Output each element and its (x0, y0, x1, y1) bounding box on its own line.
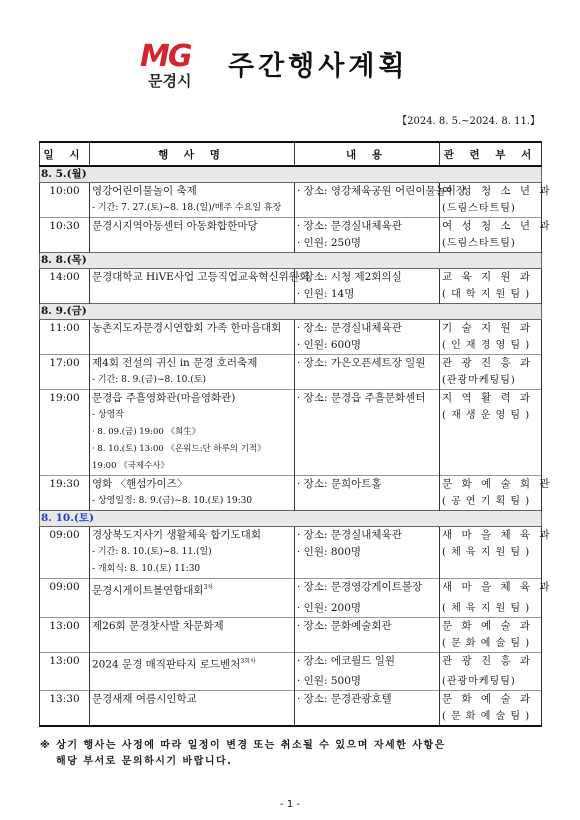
dept-name: 교 육 지 원 과 (440, 269, 542, 287)
event-content (295, 407, 440, 424)
event-time (40, 635, 90, 653)
event-detail (90, 286, 295, 304)
date-label: 8. 9.(금) (40, 304, 542, 320)
period-range: 【2024. 8. 5.~2024. 8. 11.】 (397, 116, 540, 127)
event-round: 3회차 (240, 657, 256, 665)
event-content (295, 458, 440, 476)
dept-team: ( 재 생 운 영 팀 ) (440, 407, 542, 424)
event-row (40, 200, 542, 218)
event-content (295, 200, 440, 218)
event-content: · 장소: 에코월드 일원 (295, 652, 440, 673)
event-content (295, 441, 440, 458)
header-content: 내 용 (295, 142, 440, 166)
event-time (40, 458, 90, 476)
event-time (40, 544, 90, 561)
event-content: · 장소: 문경읍 주흘문화센터 (295, 390, 440, 408)
event-name: 영강어린이물놀이 축제 (90, 183, 295, 201)
event-time: 09:00 (40, 527, 90, 545)
dept-team (440, 441, 542, 458)
event-time (40, 337, 90, 355)
event-time: 14:00 (40, 269, 90, 287)
event-name: 농촌지도자문경시연합회 가족 한마음대회 (90, 320, 295, 338)
event-content: · 인원: 200명 (295, 600, 440, 618)
dept-name: 여 성 청 소 년 과 (440, 183, 542, 201)
event-detail (90, 235, 295, 253)
event-row (40, 476, 542, 494)
date-row (40, 166, 542, 183)
date-row (40, 304, 542, 320)
date-row (40, 253, 542, 269)
dept-team: ( 문 화 예 술 팀 ) (440, 635, 542, 653)
event-row (40, 561, 542, 579)
event-content: · 장소: 시청 제2회의실 (295, 269, 440, 287)
event-row (40, 390, 542, 408)
event-time: 19:00 (40, 390, 90, 408)
event-detail: - 기간: 8. 10.(토)~8. 11.(일) (90, 544, 295, 561)
event-detail (90, 635, 295, 653)
page-title: 주간행사계획 (228, 51, 409, 82)
event-row (40, 527, 542, 545)
event-row (40, 708, 542, 726)
header-event: 행 사 명 (90, 142, 295, 166)
logo-mark: MG (140, 39, 191, 74)
event-content: · 인원: 500명 (295, 673, 440, 691)
event-time: 11:00 (40, 320, 90, 338)
event-row (40, 691, 542, 709)
event-name: 2024 문경 매직판타지 로드벤처$^{3회차}$ (90, 652, 295, 673)
event-detail: - 개회식: 8. 10.(토) 11:30 (90, 561, 295, 579)
event-time (40, 200, 90, 218)
schedule-body (40, 166, 553, 726)
event-content (295, 372, 440, 390)
dept-team (440, 458, 542, 476)
event-row (40, 372, 542, 390)
event-row (40, 673, 542, 691)
event-content: · 인원: 600명 (295, 337, 440, 355)
dept-name: 기 술 지 원 과 (440, 320, 542, 338)
event-name: 경상북도지사기 생활체육 합기도대회 (90, 527, 295, 545)
logo-city-name: 문경시 (148, 72, 192, 90)
footnote-line-1: ※ 상기 행사는 사정에 따라 일정이 변경 또는 취소될 수 있으며 자세한 사항은 (40, 740, 446, 751)
dept-name: 관 광 진 흥 과 (440, 355, 542, 373)
date-label: 8. 8.(목) (40, 253, 542, 269)
dept-name: 새 마 을 체 육 과 (440, 579, 542, 600)
event-time (40, 708, 90, 726)
event-row (40, 441, 542, 458)
event-time: 13:30 (40, 691, 90, 709)
event-time: 17:00 (40, 355, 90, 373)
event-time (40, 235, 90, 253)
event-time: 13:00 (40, 652, 90, 673)
event-detail: - 상영작 (90, 407, 295, 424)
event-content: · 장소: 영강체육공원 어린이물놀이장 (295, 183, 440, 201)
event-content (295, 635, 440, 653)
dept-name: 문 화 예 술 회 관 (440, 476, 542, 494)
event-content (295, 493, 440, 511)
event-detail: - 기간: 7. 27.(토)~8. 18.(일)/매주 수요일 휴장 (90, 200, 295, 218)
event-content: · 인원: 250명 (295, 235, 440, 253)
date-label: 8. 10.(토) (40, 511, 542, 527)
event-row (40, 320, 542, 338)
event-name: 문경시게이트볼연합대회$^{3차}$ (90, 579, 295, 600)
event-row (40, 544, 542, 561)
document-header (0, 36, 580, 96)
event-row (40, 407, 542, 424)
event-time (40, 424, 90, 441)
event-row (40, 424, 542, 441)
event-detail: - 기간: 8. 9.(금)~8. 10.(토) (90, 372, 295, 390)
date-label: 8. 5.(월) (40, 166, 542, 183)
event-row (40, 579, 542, 600)
page-number: - 1 - (280, 799, 300, 810)
schedule-table (39, 141, 553, 727)
event-time: 10:00 (40, 183, 90, 201)
event-detail: · 8. 10.(토) 13:00 《온워드:단 하루의 기적》 (90, 441, 295, 458)
event-time (40, 673, 90, 691)
event-content: · 장소: 문경관광호텔 (295, 691, 440, 709)
event-time (40, 407, 90, 424)
dept-team: (드림스타트팀) (440, 200, 542, 218)
event-row (40, 183, 542, 201)
dept-name: 관 광 진 흥 과 (440, 652, 542, 673)
event-name: 제26회 문경찻사발 차문화제 (90, 617, 295, 635)
event-time (40, 600, 90, 618)
event-detail (90, 673, 295, 691)
event-row (40, 235, 542, 253)
event-time: 10:30 (40, 218, 90, 236)
event-row (40, 600, 542, 618)
event-content: · 장소: 가은오픈세트장 일원 (295, 355, 440, 373)
event-content (295, 424, 440, 441)
event-row (40, 635, 542, 653)
event-row (40, 458, 542, 476)
table-header-row (40, 142, 542, 166)
event-content: · 장소: 문화예술회관 (295, 617, 440, 635)
dept-team (440, 424, 542, 441)
event-time: 19:30 (40, 476, 90, 494)
event-row (40, 617, 542, 635)
event-row (40, 337, 542, 355)
footnote-line-2: 해당 부서로 문의하시기 바랍니다. (56, 756, 233, 767)
dept-team: ( 체 육 지 원 팀 ) (440, 600, 542, 618)
dept-team (440, 561, 542, 579)
event-detail: · 8. 09.(금) 19:00 《희生》 (90, 424, 295, 441)
event-content (295, 561, 440, 579)
event-row (40, 286, 542, 304)
event-detail: - 상영일정: 8. 9.(금)~8. 10.(토) 19:30 (90, 493, 295, 511)
event-content: · 인원: 14명 (295, 286, 440, 304)
dept-team: ( 문 화 예 술 팀 ) (440, 708, 542, 726)
header-time: 일 시 (40, 142, 90, 166)
mg-logo (140, 39, 222, 96)
dept-name: 문 화 예 술 과 (440, 617, 542, 635)
event-row (40, 218, 542, 236)
event-content: · 장소: 문경실내체육관 (295, 218, 440, 236)
event-content (295, 708, 440, 726)
event-content: · 인원: 800명 (295, 544, 440, 561)
event-name: 영화 〈핸섬가이즈〉 (90, 476, 295, 494)
event-name: 문경새재 여름시인학교 (90, 691, 295, 709)
event-time (40, 493, 90, 511)
event-detail (90, 600, 295, 618)
event-name: 문경읍 주흘영화관(마을영화관) (90, 390, 295, 408)
event-time: 13:00 (40, 617, 90, 635)
event-time (40, 561, 90, 579)
event-name: 제4회 전설의 귀신 in 문경 호러축제 (90, 355, 295, 373)
dept-name: 문 화 예 술 과 (440, 691, 542, 709)
dept-team: ( 공 연 기 획 팀 ) (440, 493, 542, 511)
event-time: 09:00 (40, 579, 90, 600)
dept-name: 여 성 청 소 년 과 (440, 218, 542, 236)
event-content: · 장소: 문경실내체육관 (295, 527, 440, 545)
event-time (40, 372, 90, 390)
dept-name: 새 마 을 체 육 과 (440, 527, 542, 545)
date-row (40, 511, 542, 527)
event-row (40, 652, 542, 673)
event-round: 3차 (203, 584, 214, 591)
footnote (40, 738, 446, 770)
dept-team: (관광마케팅팀) (440, 673, 542, 691)
event-detail: 19:00 《국제수사》 (90, 458, 295, 476)
dept-team: ( 인 재 경 영 팀 ) (440, 337, 542, 355)
dept-team: (드림스타트팀) (440, 235, 542, 253)
event-name: 문경시지역아동센터 아동화합한마당 (90, 218, 295, 236)
event-time (40, 441, 90, 458)
event-row (40, 269, 542, 287)
event-time (40, 286, 90, 304)
event-content: · 장소: 문경실내체육관 (295, 320, 440, 338)
dept-team: ( 대 학 지 원 팀 ) (440, 286, 542, 304)
dept-team: ( 체 육 지 원 팀 ) (440, 544, 542, 561)
event-content: · 장소: 문희아트홀 (295, 476, 440, 494)
event-detail (90, 337, 295, 355)
header-dept: 관 련 부 서 (440, 142, 542, 166)
event-content: · 장소: 문경영강게이트볼장 (295, 579, 440, 600)
event-row (40, 493, 542, 511)
event-detail (90, 708, 295, 726)
event-name: 문경대학교 HiVE사업 고등직업교육혁신위원회 (90, 269, 295, 287)
dept-name: 지 역 활 력 과 (440, 390, 542, 408)
event-row (40, 355, 542, 373)
dept-team: (관광마케팅팀) (440, 372, 542, 390)
